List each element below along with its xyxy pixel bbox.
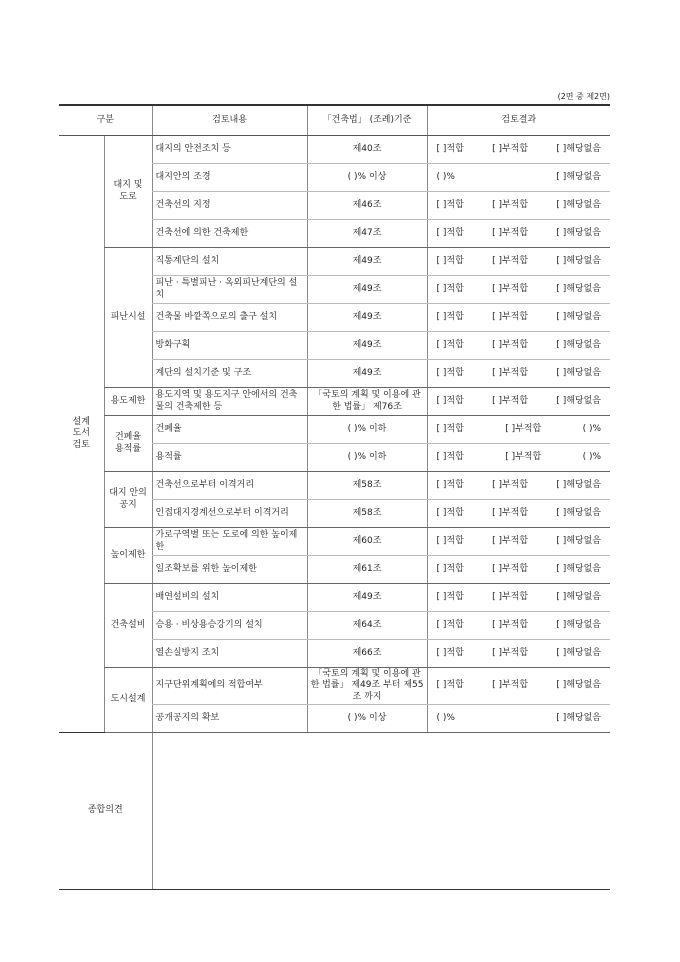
law-reference: 제60조: [307, 528, 427, 556]
law-reference: 제61조: [307, 556, 427, 584]
review-result: [427, 556, 610, 584]
result-option[interactable]: [ ]적합: [436, 283, 464, 294]
result-option[interactable]: [ ]적합: [436, 143, 464, 154]
review-item: 직통계단의 설치: [152, 248, 307, 276]
result-option[interactable]: [ ]적합: [436, 395, 464, 406]
result-option[interactable]: ( )%: [436, 712, 455, 723]
law-reference: 「국토의 계획 및 이용에 관한 법률」 제49조 부터 제55조 까지: [307, 668, 427, 705]
review-item: 건축물 바깥쪽으로의 출구 설치: [152, 304, 307, 332]
review-result: [427, 584, 610, 612]
law-reference: ( )% 이하: [307, 416, 427, 444]
law-reference: 제49조: [307, 584, 427, 612]
review-result: [427, 248, 610, 276]
result-option[interactable]: [ ]해당없음: [556, 171, 601, 182]
result-option[interactable]: [ ]해당없음: [556, 479, 601, 490]
result-option[interactable]: [ ]적합: [436, 199, 464, 210]
table-row: [59, 416, 610, 444]
review-result: [427, 704, 610, 732]
result-option[interactable]: [ ]적합: [436, 227, 464, 238]
result-option[interactable]: [ ]적합: [436, 311, 464, 322]
result-options: [431, 144, 608, 155]
result-options: [431, 620, 608, 631]
result-option[interactable]: [ ]부적합: [492, 283, 529, 294]
result-option[interactable]: [ ]적합: [436, 479, 464, 490]
table-row: [59, 248, 610, 276]
result-option[interactable]: [ ]해당없음: [556, 591, 601, 602]
law-reference: 「국토의 계획 및 이용에 관한 법률」 제76조: [307, 388, 427, 416]
table-row: [59, 528, 610, 556]
result-option[interactable]: ( )%: [436, 171, 455, 182]
result-option[interactable]: [ ]부적합: [492, 255, 529, 266]
result-option[interactable]: [ ]부적합: [492, 619, 529, 630]
result-option[interactable]: [ ]해당없음: [556, 143, 601, 154]
review-item: 대지의 안전조치 등: [152, 136, 307, 164]
result-options: [431, 200, 608, 211]
review-item: 지구단위계획에의 적합여부: [152, 668, 307, 705]
result-option[interactable]: [ ]해당없음: [556, 227, 601, 238]
col-law-header: 「건축법」 (조례)기준: [307, 105, 427, 136]
result-options: [431, 592, 608, 603]
result-option[interactable]: [ ]적합: [436, 339, 464, 350]
law-reference: 제49조: [307, 276, 427, 304]
table-row: [59, 472, 610, 500]
category-label: 건축설비: [104, 584, 152, 668]
page-number: (2면 중 제2면): [557, 92, 610, 101]
result-option[interactable]: [ ]해당없음: [556, 535, 601, 546]
result-option[interactable]: [ ]적합: [436, 507, 464, 518]
result-options: [431, 396, 608, 407]
result-options: [431, 680, 608, 691]
result-option[interactable]: [ ]해당없음: [556, 680, 601, 691]
result-option[interactable]: [ ]부적합: [505, 451, 542, 462]
result-options: [431, 172, 608, 183]
result-option[interactable]: [ ]적합: [436, 451, 464, 462]
col-item-header: 검토내용: [152, 105, 307, 136]
table-row: [59, 136, 610, 164]
review-result: [427, 360, 610, 388]
result-option[interactable]: [ ]적합: [436, 647, 464, 658]
result-option[interactable]: [ ]부적합: [492, 395, 529, 406]
review-item: 계단의 설치기준 및 구조: [152, 360, 307, 388]
review-item: 배연설비의 설치: [152, 584, 307, 612]
overall-row: [59, 732, 610, 889]
table-row: [59, 388, 610, 416]
review-item: 열손실방지 조치: [152, 640, 307, 668]
result-options: [431, 256, 608, 267]
law-reference: 제58조: [307, 472, 427, 500]
review-item: 승용 · 비상용승강기의 설치: [152, 612, 307, 640]
category-label: 높이제한: [104, 528, 152, 584]
review-result: [427, 304, 610, 332]
review-result: [427, 668, 610, 705]
category-label: 피난시설: [104, 248, 152, 388]
result-option[interactable]: [ ]해당없음: [556, 255, 601, 266]
review-item: 대지안의 조경: [152, 164, 307, 192]
law-reference: ( )% 이하: [307, 444, 427, 472]
review-item: 인접대지경계선으로부터 이격거리: [152, 500, 307, 528]
result-option[interactable]: [ ]해당없음: [556, 339, 601, 350]
law-reference: 제64조: [307, 612, 427, 640]
result-option[interactable]: [ ]부적합: [492, 563, 529, 574]
law-reference: 제49조: [307, 360, 427, 388]
result-option[interactable]: [ ]해당없음: [556, 311, 601, 322]
result-options: [431, 452, 608, 463]
review-result: [427, 416, 610, 444]
review-item: 용도지역 및 용도지구 안에서의 건축물의 건축제한 등: [152, 388, 307, 416]
result-option[interactable]: ( )%: [582, 423, 602, 434]
overall-label: 종합의견: [59, 732, 152, 889]
result-option[interactable]: [ ]해당없음: [556, 507, 601, 518]
col-result-header: 검토결과: [427, 105, 610, 136]
result-option[interactable]: [ ]부적합: [492, 479, 529, 490]
result-option[interactable]: [ ]부적합: [492, 367, 529, 378]
result-option[interactable]: [ ]적합: [436, 255, 464, 266]
result-options: [431, 480, 608, 491]
group-label: 설계 도서 검토: [59, 136, 104, 733]
review-result: [427, 220, 610, 248]
result-options: [431, 368, 608, 379]
law-reference: 제46조: [307, 192, 427, 220]
review-result: [427, 136, 610, 164]
review-item: 공개공지의 확보: [152, 704, 307, 732]
result-option[interactable]: [ ]적합: [436, 680, 464, 691]
law-reference: 제49조: [307, 248, 427, 276]
result-option[interactable]: [ ]해당없음: [556, 367, 601, 378]
result-option[interactable]: [ ]부적합: [492, 680, 529, 691]
review-item: 건축선의 지정: [152, 192, 307, 220]
category-label: 대지 및 도로: [104, 136, 152, 248]
law-reference: 제40조: [307, 136, 427, 164]
result-option[interactable]: [ ]해당없음: [556, 395, 601, 406]
category-label: 건폐율 용적률: [104, 416, 152, 472]
result-option[interactable]: [ ]부적합: [492, 591, 529, 602]
review-result: [427, 528, 610, 556]
table-row: [59, 584, 610, 612]
result-option[interactable]: [ ]적합: [436, 619, 464, 630]
review-result: [427, 332, 610, 360]
result-options: [431, 340, 608, 351]
result-options: [431, 648, 608, 659]
category-label: 대지 안의 공지: [104, 472, 152, 528]
law-reference: 제49조: [307, 304, 427, 332]
result-option[interactable]: ( )%: [582, 451, 602, 462]
result-options: [431, 713, 608, 724]
review-item: 일조확보를 위한 높이제한: [152, 556, 307, 584]
review-table-body: [59, 105, 610, 889]
law-reference: 제66조: [307, 640, 427, 668]
col-category-header: 구분: [59, 105, 152, 136]
review-item: 가로구역별 또는 도로에 의한 높이제한: [152, 528, 307, 556]
result-options: [431, 536, 608, 547]
review-result: [427, 640, 610, 668]
review-result: [427, 612, 610, 640]
review-result: [427, 444, 610, 472]
law-reference: 제58조: [307, 500, 427, 528]
review-item: 피난 · 특별피난 · 옥외피난계단의 설치: [152, 276, 307, 304]
category-label: 도시설계: [104, 668, 152, 733]
result-options: [431, 508, 608, 519]
table-row: [59, 668, 610, 705]
overall-opinion-field[interactable]: [152, 732, 610, 889]
review-result: [427, 500, 610, 528]
header-row: [59, 105, 610, 136]
result-option[interactable]: [ ]적합: [436, 591, 464, 602]
result-option[interactable]: [ ]적합: [436, 535, 464, 546]
law-reference: 제49조: [307, 332, 427, 360]
result-option[interactable]: [ ]해당없음: [556, 563, 601, 574]
review-item: 건축선에 의한 건축제한: [152, 220, 307, 248]
law-reference: ( )% 이상: [307, 704, 427, 732]
review-result: [427, 192, 610, 220]
review-item: 방화구획: [152, 332, 307, 360]
result-option[interactable]: [ ]부적합: [492, 535, 529, 546]
result-option[interactable]: [ ]부적합: [492, 143, 529, 154]
law-reference: ( )% 이상: [307, 164, 427, 192]
review-table: [59, 104, 610, 890]
result-options: [431, 228, 608, 239]
result-option[interactable]: [ ]해당없음: [556, 712, 601, 723]
review-result: [427, 472, 610, 500]
result-option[interactable]: [ ]부적합: [492, 311, 529, 322]
result-option[interactable]: [ ]부적합: [492, 647, 529, 658]
review-result: [427, 388, 610, 416]
review-item: 건폐율: [152, 416, 307, 444]
result-option[interactable]: [ ]부적합: [492, 227, 529, 238]
result-options: [431, 284, 608, 295]
category-label: 용도제한: [104, 388, 152, 416]
review-item: 건축선으로부터 이격거리: [152, 472, 307, 500]
result-option[interactable]: [ ]해당없음: [556, 647, 601, 658]
result-options: [431, 424, 608, 435]
review-item: 용적률: [152, 444, 307, 472]
result-option[interactable]: [ ]적합: [436, 423, 464, 434]
result-option[interactable]: [ ]해당없음: [556, 619, 601, 630]
result-option[interactable]: [ ]적합: [436, 367, 464, 378]
result-option[interactable]: [ ]해당없음: [556, 283, 601, 294]
result-options: [431, 564, 608, 575]
result-option[interactable]: [ ]해당없음: [556, 199, 601, 210]
result-option[interactable]: [ ]적합: [436, 563, 464, 574]
result-option[interactable]: [ ]부적합: [492, 507, 529, 518]
review-result: [427, 164, 610, 192]
review-result: [427, 276, 610, 304]
law-reference: 제47조: [307, 220, 427, 248]
result-option[interactable]: [ ]부적합: [492, 199, 529, 210]
result-option[interactable]: [ ]부적합: [492, 339, 529, 350]
result-option[interactable]: [ ]부적합: [505, 423, 542, 434]
result-options: [431, 312, 608, 323]
